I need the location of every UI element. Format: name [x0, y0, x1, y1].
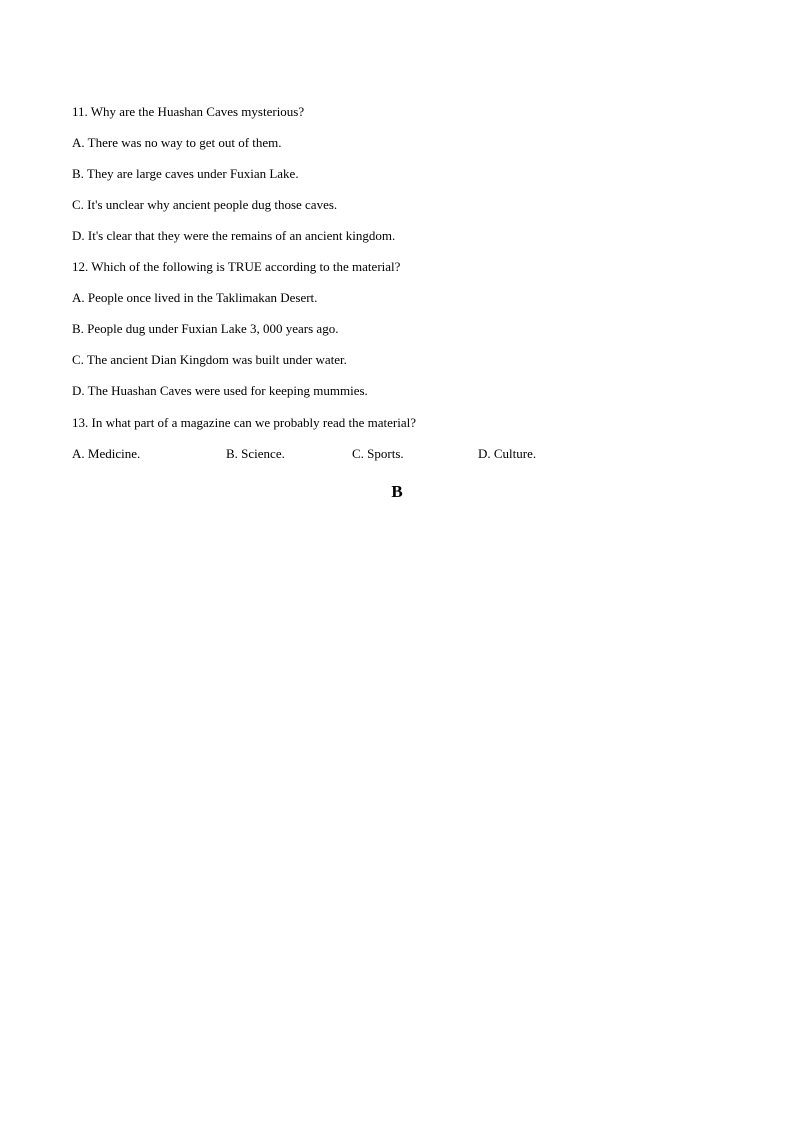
question-13	[72, 415, 722, 462]
section-title: B	[391, 482, 403, 501]
question-stem: 11. Why are the Huashan Caves mysterious?	[72, 104, 305, 119]
question-stem: 12. Which of the following is TRUE according to the material?	[72, 259, 401, 274]
option-a: A. People once lived in the Taklimakan Desert.	[72, 290, 318, 305]
question-11	[72, 104, 722, 244]
option-c: C. Sports.	[352, 446, 404, 461]
option-d: D. The Huashan Caves were used for keeping mummies.	[72, 383, 368, 398]
option-d: D. It's clear that they were the remains of an ancient kingdom.	[72, 228, 396, 243]
option-b: B. They are large caves under Fuxian Lake.	[72, 166, 299, 181]
options-row	[72, 446, 722, 462]
option-a: A. Medicine.	[72, 446, 141, 461]
option-b: B. People dug under Fuxian Lake 3, 000 years ago.	[72, 321, 339, 336]
option-d: D. Culture.	[478, 446, 537, 461]
question-12	[72, 259, 722, 399]
option-c: C. The ancient Dian Kingdom was built under water.	[72, 352, 347, 367]
option-b: B. Science.	[226, 446, 285, 461]
question-stem: 13. In what part of a magazine can we probably read the material?	[72, 415, 416, 430]
option-c: C. It's unclear why ancient people dug those caves.	[72, 197, 338, 212]
option-a: A. There was no way to get out of them.	[72, 135, 282, 150]
